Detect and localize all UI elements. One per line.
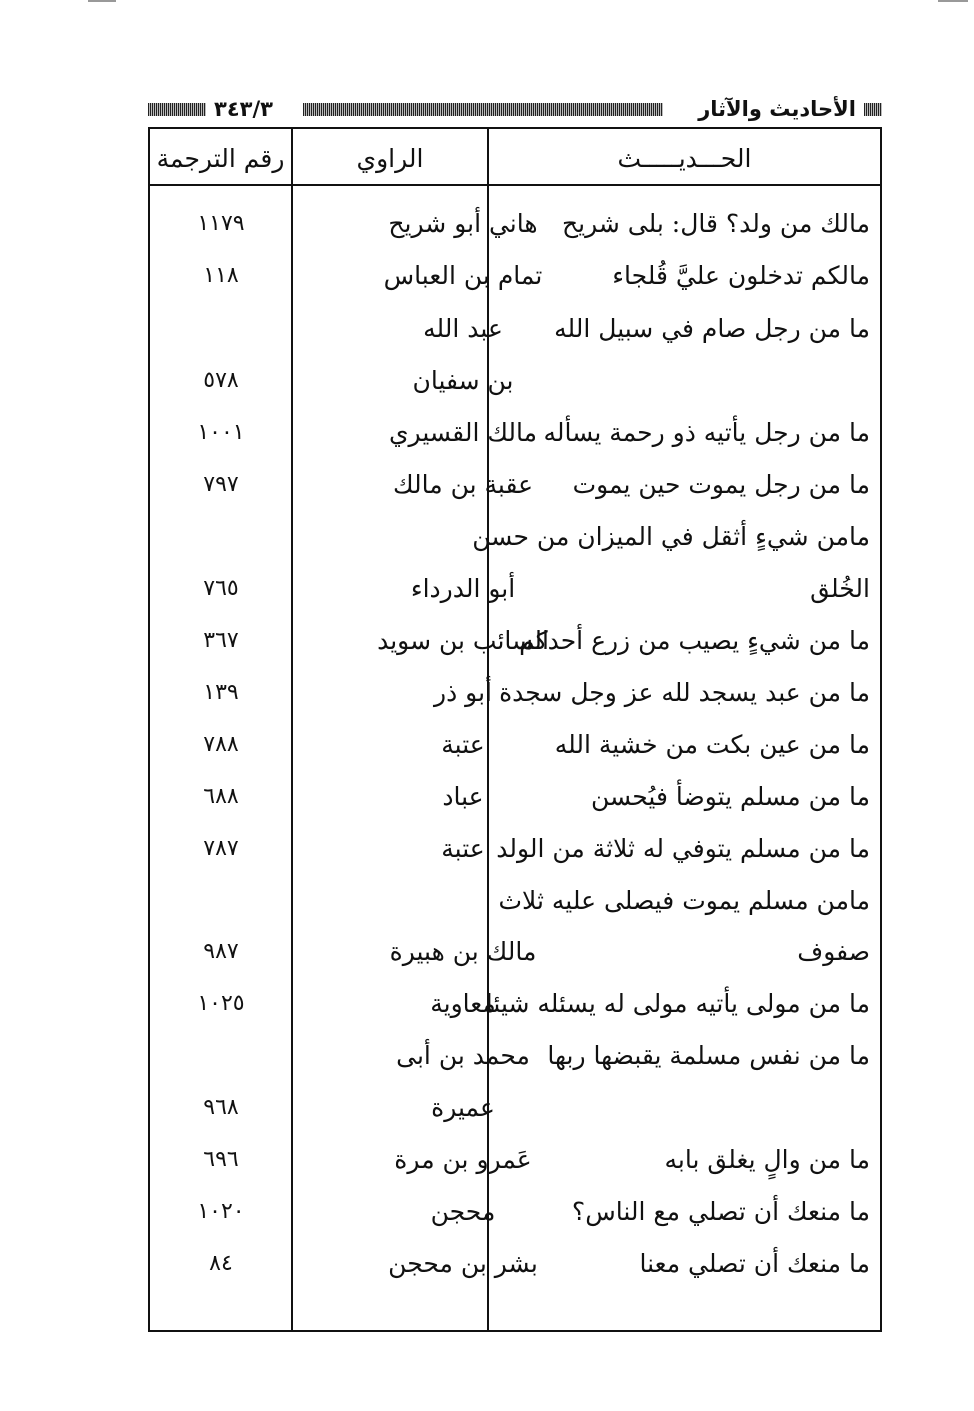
narrator-name: أبو الدرداء — [410, 574, 516, 603]
translation-number: ١٠٠١ — [197, 420, 245, 445]
hadith-text: ما من عبد يسجد لله عز وجل سجدة — [499, 678, 870, 707]
narrator-name: عباد — [442, 782, 484, 811]
translation-number: ٥٧٨ — [203, 368, 239, 393]
narrator-name: عميرة — [431, 1093, 495, 1122]
table-row — [148, 355, 882, 407]
table-row — [148, 459, 882, 511]
narrator-name: أبو ذر — [434, 678, 492, 707]
narrator-name: عقبة بن مالك — [392, 470, 534, 499]
hadith-text: مالك من ولد؟ قال: بلى شريح — [562, 209, 870, 238]
table-row — [148, 667, 882, 719]
table-row — [148, 719, 882, 771]
book-section-title: الأحاديث والآثار — [694, 94, 860, 124]
narrator-name: السائب بن سويد — [377, 626, 549, 655]
narrator-name: عَمرو بن مرة — [394, 1145, 532, 1174]
hadith-text: ما من مسلم يتوضأ فيُحسن — [590, 782, 870, 811]
hadith-text: مامن مسلم يموت فيصلى عليه ثلاث — [498, 886, 870, 915]
page-reference: ٣٤٣/٣ — [210, 94, 277, 124]
translation-number: ٨٤ — [209, 1251, 233, 1276]
table-row — [148, 250, 882, 302]
header-rule-left — [148, 103, 206, 116]
column-heading-hadith: الحـــديـــــث — [617, 143, 752, 173]
narrator-name: عتبة — [441, 730, 485, 759]
translation-number: ١٠٢٠ — [197, 1199, 245, 1224]
translation-number: ٧٩٧ — [203, 472, 239, 497]
narrator-name: محجن — [430, 1197, 496, 1226]
hadith-text: ما من رجل يأتيه ذو رحمة يسأله — [543, 418, 870, 447]
translation-number: ٧٦٥ — [203, 576, 239, 601]
translation-number — [150, 303, 292, 355]
narrator-name: عتبة — [441, 834, 485, 863]
hadith-text: ما من مسلم يتوفي له ثلاثة من الولد — [496, 834, 870, 863]
narrator-name: مالك بن هبيرة — [389, 937, 537, 966]
table-row — [148, 1082, 882, 1134]
translation-number: ١٣٩ — [203, 680, 239, 705]
table-row — [148, 407, 882, 459]
column-heading-translation-number: رقم الترجمة — [156, 143, 285, 173]
header-rule-middle — [303, 103, 663, 116]
translation-number: ٧٨٧ — [203, 836, 239, 861]
scan-mark — [938, 0, 968, 2]
translation-number — [150, 511, 292, 563]
narrator-name — [294, 511, 632, 563]
narrator-name: تمام بن العباس — [383, 261, 543, 290]
translation-number: ٧٨٨ — [203, 732, 239, 757]
translation-number: ١١٨ — [203, 263, 239, 288]
narrator-name: عبد الله — [423, 314, 503, 343]
hadith-text: ما من والٍ يغلق بابه — [664, 1145, 870, 1174]
hadith-text: ما منعك أن تصلي مع الناس؟ — [571, 1197, 870, 1226]
table-row — [148, 303, 882, 355]
table-row — [148, 1134, 882, 1186]
translation-number: ٩٨٧ — [203, 939, 239, 964]
translation-number: ٦٩٦ — [203, 1147, 239, 1172]
translation-number: ٩٦٨ — [203, 1095, 239, 1120]
translation-number — [150, 875, 292, 927]
hadith-text: ما من نفس مسلمة يقبضها ربها — [547, 1041, 870, 1070]
narrator-name: محمد بن أبى — [396, 1041, 530, 1070]
table-row — [148, 926, 882, 978]
hadith-text: ما من رجل يموت حين يموت — [572, 470, 870, 499]
table-row — [148, 1030, 882, 1082]
narrator-name — [294, 875, 632, 927]
table-row — [148, 1238, 882, 1290]
header-bottom-rule — [148, 184, 882, 186]
table-row — [148, 563, 882, 615]
hadith-text: مالكم تدخلون عليَّ قُلجاء — [612, 261, 870, 290]
hadith-text: ما من رجل صام في سبيل الله — [554, 314, 870, 343]
hadith-text: ما من شيءٍ يصيب من زرع أحدكم — [519, 626, 870, 655]
table-row — [148, 1186, 882, 1238]
scan-mark — [88, 0, 116, 2]
hadith-text: ما من مولى يأتيه مولى له يسئله شيئا — [485, 989, 870, 1018]
narrator-name: بن سفيان — [412, 366, 514, 395]
table-row — [148, 875, 882, 927]
table-row — [148, 615, 882, 667]
translation-number: ١٠٢٥ — [197, 991, 245, 1016]
narrator-name: معاوية — [430, 989, 496, 1018]
narrator-name: بشر بن محجن — [388, 1249, 538, 1278]
translation-number: ٦٨٨ — [203, 784, 239, 809]
running-header — [148, 94, 882, 126]
table-row — [148, 771, 882, 823]
translation-number: ١١٧٩ — [197, 211, 245, 236]
hadith-text: ما منعك أن تصلي معنا — [639, 1249, 870, 1278]
narrator-name: هاني أبو شريح — [388, 209, 538, 238]
table-row — [148, 511, 882, 563]
table-row — [148, 978, 882, 1030]
narrator-name: مالك القسيري — [388, 418, 538, 447]
header-rule-right — [864, 103, 882, 116]
hadith-text: الخُلق — [810, 574, 870, 603]
hadith-text: صفوف — [797, 937, 870, 966]
hadith-text: مامن شيءٍ أثقل في الميزان من حسن — [472, 522, 870, 551]
translation-number: ٣٦٧ — [203, 628, 239, 653]
hadith-text: ما من عين بكت من خشية الله — [554, 730, 870, 759]
translation-number — [150, 1030, 292, 1082]
table-row — [148, 823, 882, 875]
table-row — [148, 198, 882, 250]
column-heading-narrator: الراوي — [356, 143, 424, 173]
